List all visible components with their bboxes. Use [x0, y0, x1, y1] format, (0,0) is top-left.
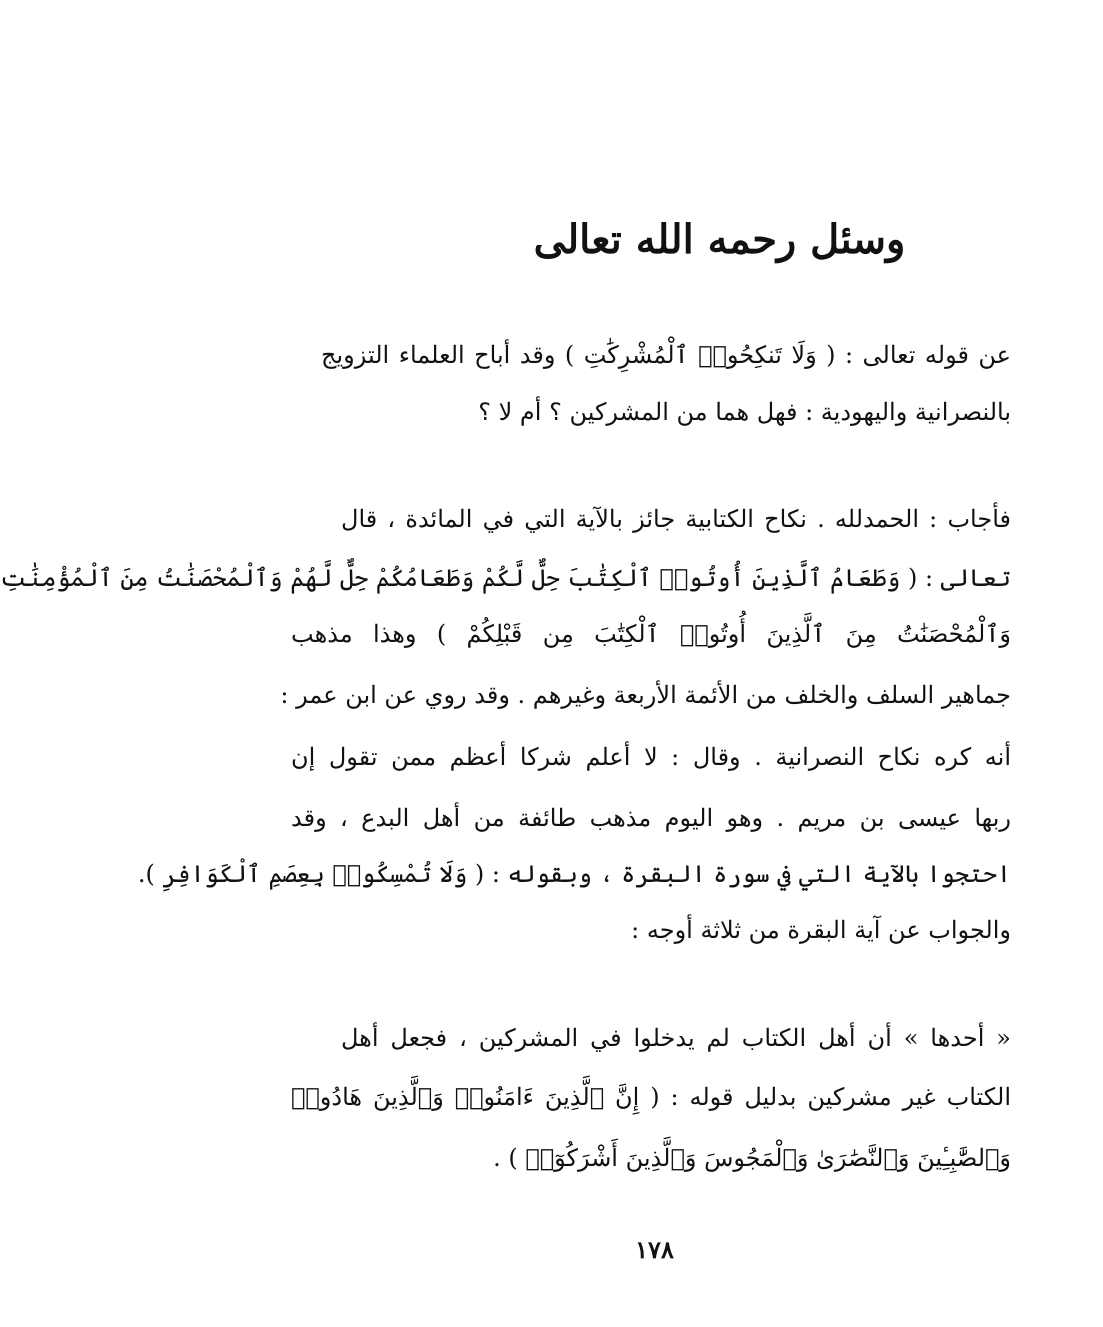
- answer-line-1: فأجاب : الحمدلله . نكاح الكتابية جائز بالآية التي في المائدة ، قال: [341, 505, 1011, 533]
- question-line-1: عن قوله تعالى : ( وَلَا تَنكِحُوا۟ ٱلْمُشْرِكَٰتِ ) وقد أباح العلماء التزويج: [321, 341, 1011, 369]
- answer-line-2: تعالى : ( وَطَعَامُ ٱلَّذِينَ أُوتُوا۟ ٱلْكِتَٰبَ حِلٌّ لَّكُمْ وَطَعَامُكُمْ حِلٌّ لَّهُمْ وَٱلْمُحْصَنَٰتُ مِنَ ٱلْمُؤْمِنَٰتِ: [0, 564, 1011, 592]
- answer-line-5: أنه كره نكاح النصرانية . وقال : لا أعلم شركا أعظم ممن تقول إن: [291, 743, 1011, 771]
- first-point-line-1: « أحدها » أن أهل الكتاب لم يدخلوا في المشركين ، فجعل أهل: [341, 1024, 1011, 1052]
- first-point-line-2: الكتاب غير مشركين بدليل قوله : ( إِنَّ ٱلَّذِينَ ءَامَنُوا۟ وَٱلَّذِينَ هَادُوا۟: [291, 1083, 1011, 1111]
- question-line-2: بالنصرانية واليهودية : فهل هما من المشركين ؟ أم لا ؟: [478, 398, 1011, 426]
- answer-line-7: احتجوا بالآية التي في سورة البقرة ، وبقوله : ( وَلَا تُمْسِكُوا۟ بِعِصَمِ ٱلْكَوَافِرِ ).: [137, 860, 1011, 888]
- first-point-line-3: وَٱلصَّٰبِـِٔينَ وَٱلنَّصَٰرَىٰ وَٱلْمَجُوسَ وَٱلَّذِينَ أَشْرَكُوٓا۟ ) .: [493, 1144, 1011, 1172]
- answer-line-8: والجواب عن آية البقرة من ثلاثة أوجه :: [631, 916, 1011, 944]
- answer-line-6: ربها عيسى بن مريم . وهو اليوم مذهب طائفة من أهل البدع ، وقد: [291, 804, 1011, 832]
- section-heading-text: وسئل رحمه الله تعالى: [533, 216, 906, 263]
- section-heading: [206, 205, 1103, 275]
- answer-line-4: جماهير السلف والخلف من الأئمة الأربعة وغيرهم . وقد روي عن ابن عمر :: [280, 681, 1011, 709]
- answer-line-3: وَٱلْمُحْصَنَٰتُ مِنَ ٱلَّذِينَ أُوتُوا۟ ٱلْكِتَٰبَ مِن قَبْلِكُمْ ) وهذا مذهب: [291, 620, 1011, 648]
- page-number: ١٧٨: [635, 1235, 674, 1264]
